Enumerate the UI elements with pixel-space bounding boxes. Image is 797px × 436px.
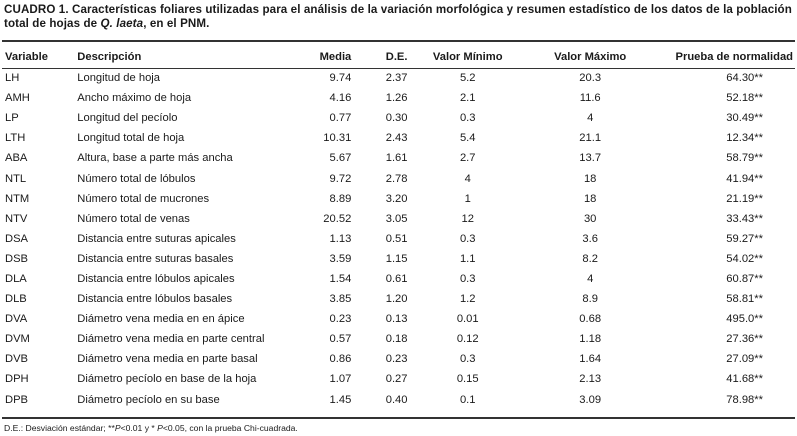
cell-variable: DSA <box>5 232 29 245</box>
cell-min: 5.2 <box>459 72 476 85</box>
cell-min: 2.7 <box>459 152 476 165</box>
cell-descripcion: Número total de venas <box>77 212 190 225</box>
cell-de: 3.05 <box>385 212 408 225</box>
footnote-p2: P <box>157 423 163 433</box>
table-row <box>2 148 795 168</box>
bottom-rule <box>2 417 795 419</box>
table-row <box>2 309 795 329</box>
cell-normalidad: 495.0** <box>726 313 763 326</box>
cell-media: 10.31 <box>323 132 352 145</box>
cell-de: 1.61 <box>385 152 408 165</box>
cell-max: 1.64 <box>579 353 602 366</box>
cell-max: 2.13 <box>579 373 602 386</box>
cell-de: 0.18 <box>385 333 408 346</box>
cell-media: 9.72 <box>329 172 352 185</box>
caption-species: Q. laeta <box>100 17 144 30</box>
cell-normalidad: 21.19** <box>726 192 763 205</box>
cell-variable: ABA <box>5 152 28 165</box>
table-row <box>2 369 795 389</box>
cell-max: 8.2 <box>582 252 598 265</box>
cell-descripcion: Distancia entre suturas basales <box>77 252 234 265</box>
cell-descripcion: Distancia entre lóbulos basales <box>77 293 233 306</box>
table-row <box>2 249 795 269</box>
cell-descripcion: Diámetro vena media en parte central <box>77 333 265 346</box>
cell-de: 2.37 <box>385 72 408 85</box>
table-row <box>2 88 795 108</box>
footnote-p1: P <box>114 423 121 433</box>
cell-max: 4 <box>587 272 594 285</box>
cell-normalidad: 59.27** <box>726 232 763 245</box>
cell-media: 1.13 <box>329 232 352 245</box>
cell-normalidad: 78.98** <box>726 393 763 406</box>
table-body <box>2 68 795 410</box>
cell-de: 1.20 <box>385 293 408 306</box>
cell-variable: NTL <box>5 172 27 185</box>
cell-min: 0.3 <box>459 353 476 366</box>
cell-descripcion: Diámetro pecíolo en base de la hoja <box>77 373 257 386</box>
cell-max: 13.7 <box>579 152 602 165</box>
cell-variable: LTH <box>5 132 26 145</box>
header-media: Media <box>319 51 352 63</box>
cell-min: 0.15 <box>456 373 479 386</box>
cell-media: 3.59 <box>329 252 352 265</box>
cell-normalidad: 54.02** <box>726 252 763 265</box>
cell-min: 1.1 <box>459 252 476 265</box>
cell-min: 0.3 <box>459 112 476 125</box>
cell-variable: DVA <box>5 313 28 326</box>
cell-min: 2.1 <box>459 92 476 105</box>
cell-normalidad: 33.43** <box>726 212 763 225</box>
cell-min: 1.2 <box>459 293 476 306</box>
cell-min: 0.3 <box>459 232 476 245</box>
cell-media: 4.16 <box>329 92 352 105</box>
header-max: Valor Máximo <box>554 51 627 63</box>
top-rule <box>2 40 795 42</box>
cell-de: 0.51 <box>385 232 408 245</box>
cell-normalidad: 58.79** <box>726 152 763 165</box>
table-row <box>2 209 795 229</box>
cell-max: 18 <box>583 192 597 205</box>
cell-media: 0.77 <box>329 112 352 125</box>
cell-min: 0.01 <box>456 313 479 326</box>
cell-media: 3.85 <box>329 293 352 306</box>
caption-suffix: , en el PNM. <box>143 17 210 30</box>
table-row <box>2 68 795 88</box>
table-footnote <box>4 423 298 434</box>
cell-variable: NTM <box>5 192 30 205</box>
header-de: D.E. <box>385 51 408 63</box>
cell-max: 8.9 <box>582 293 598 306</box>
cell-media: 20.52 <box>323 212 352 225</box>
cell-descripcion: Diámetro vena media en en ápice <box>77 313 245 326</box>
cell-variable: DLA <box>5 272 27 285</box>
cell-min: 0.3 <box>459 272 476 285</box>
table-row <box>2 108 795 128</box>
cell-descripcion: Distancia entre suturas apicales <box>77 232 236 245</box>
cell-min: 1 <box>464 192 471 205</box>
cell-media: 1.07 <box>329 373 352 386</box>
cell-descripcion: Número total de mucrones <box>77 192 210 205</box>
cell-normalidad: 27.09** <box>726 353 763 366</box>
cell-min: 5.4 <box>459 132 476 145</box>
header-row <box>2 46 795 68</box>
cell-de: 1.26 <box>385 92 408 105</box>
cell-variable: DVB <box>5 353 29 366</box>
header-variable: Variable <box>5 51 48 63</box>
cell-min: 4 <box>464 172 471 185</box>
cell-de: 0.61 <box>385 272 408 285</box>
cell-normalidad: 58.81** <box>726 293 763 306</box>
cell-descripcion: Longitud de hoja <box>77 72 161 85</box>
cell-normalidad: 41.68** <box>726 373 763 386</box>
cell-normalidad: 60.87** <box>726 272 763 285</box>
cell-max: 11.6 <box>579 92 601 105</box>
cell-variable: DPH <box>5 373 29 386</box>
cell-max: 20.3 <box>579 72 602 85</box>
cell-media: 0.23 <box>329 313 352 326</box>
cell-max: 4 <box>587 112 594 125</box>
header-normalidad: Prueba de normalidad <box>675 51 793 63</box>
cell-descripcion: Longitud del pecíolo <box>77 112 178 125</box>
cell-variable: DPB <box>5 393 29 406</box>
cell-descripcion: Longitud total de hoja <box>77 132 185 145</box>
cell-normalidad: 52.18** <box>726 92 763 105</box>
header-descripcion: Descripción <box>77 51 142 63</box>
table-row <box>2 390 795 410</box>
footnote-part1: D.E.: Desviación estándar; ** <box>4 423 115 433</box>
cell-min: 0.1 <box>459 393 476 406</box>
table-row <box>2 229 795 249</box>
cell-normalidad: 30.49** <box>726 112 763 125</box>
table-row <box>2 329 795 349</box>
cell-variable: AMH <box>5 92 30 105</box>
cell-variable: LP <box>5 112 19 125</box>
table-header <box>2 46 795 68</box>
cell-media: 1.54 <box>329 272 352 285</box>
cell-de: 3.20 <box>385 192 408 205</box>
cell-min: 0.12 <box>456 333 479 346</box>
table-row <box>2 168 795 188</box>
cell-max: 3.09 <box>579 393 602 406</box>
footnote-part2: <0.01 y * <box>120 423 158 433</box>
cell-variable: DSB <box>5 252 29 265</box>
cell-variable: LH <box>5 72 20 85</box>
cell-max: 30 <box>583 212 597 225</box>
cell-variable: DVM <box>5 333 30 346</box>
table-row <box>2 269 795 289</box>
footnote-part3: <0.05, con la prueba Chi-cuadrada. <box>162 423 298 433</box>
cell-max: 3.6 <box>582 232 598 245</box>
table-row <box>2 189 795 209</box>
cell-normalidad: 41.94** <box>726 172 763 185</box>
cell-max: 1.18 <box>579 333 602 346</box>
cell-de: 0.40 <box>385 393 408 406</box>
cell-media: 0.57 <box>329 333 352 346</box>
table-caption <box>4 3 794 31</box>
cell-de: 0.13 <box>385 313 408 326</box>
leaf-traits-table <box>2 46 795 410</box>
cell-descripcion: Distancia entre lóbulos apicales <box>77 272 235 285</box>
cell-normalidad: 64.30** <box>726 72 763 85</box>
table-row <box>2 128 795 148</box>
cell-descripcion: Diámetro vena media en parte basal <box>77 353 258 366</box>
cell-descripcion: Diámetro pecíolo en su base <box>77 393 220 406</box>
cell-de: 2.43 <box>385 132 408 145</box>
table-row <box>2 289 795 309</box>
cell-max: 0.68 <box>579 313 602 326</box>
cell-max: 21.1 <box>579 132 602 145</box>
cell-variable: DLB <box>5 293 27 306</box>
cell-descripcion: Altura, base a parte más ancha <box>77 152 233 165</box>
cell-max: 18 <box>583 172 597 185</box>
cell-descripcion: Ancho máximo de hoja <box>77 92 192 105</box>
cell-de: 0.27 <box>385 373 408 386</box>
cell-media: 1.45 <box>329 393 352 406</box>
table-row <box>2 349 795 369</box>
cell-descripcion: Número total de lóbulos <box>77 172 196 185</box>
cell-normalidad: 12.34** <box>726 132 763 145</box>
cell-de: 0.23 <box>385 353 408 366</box>
cell-variable: NTV <box>5 212 28 225</box>
header-min: Valor Mínimo <box>432 51 503 63</box>
cell-media: 8.89 <box>329 192 352 205</box>
cell-normalidad: 27.36** <box>726 333 763 346</box>
caption-text: CUADRO 1. Características foliares utilizadas para el análisis de la variación morfológica y resumen estadístico de los datos de la población total de hojas de <box>4 3 792 30</box>
cell-min: 12 <box>461 212 474 225</box>
cell-media: 5.67 <box>329 152 352 165</box>
cell-media: 9.74 <box>329 72 352 85</box>
cell-de: 0.30 <box>385 112 408 125</box>
cell-media: 0.86 <box>329 353 352 366</box>
cell-de: 1.15 <box>385 252 408 265</box>
cell-de: 2.78 <box>385 172 408 185</box>
